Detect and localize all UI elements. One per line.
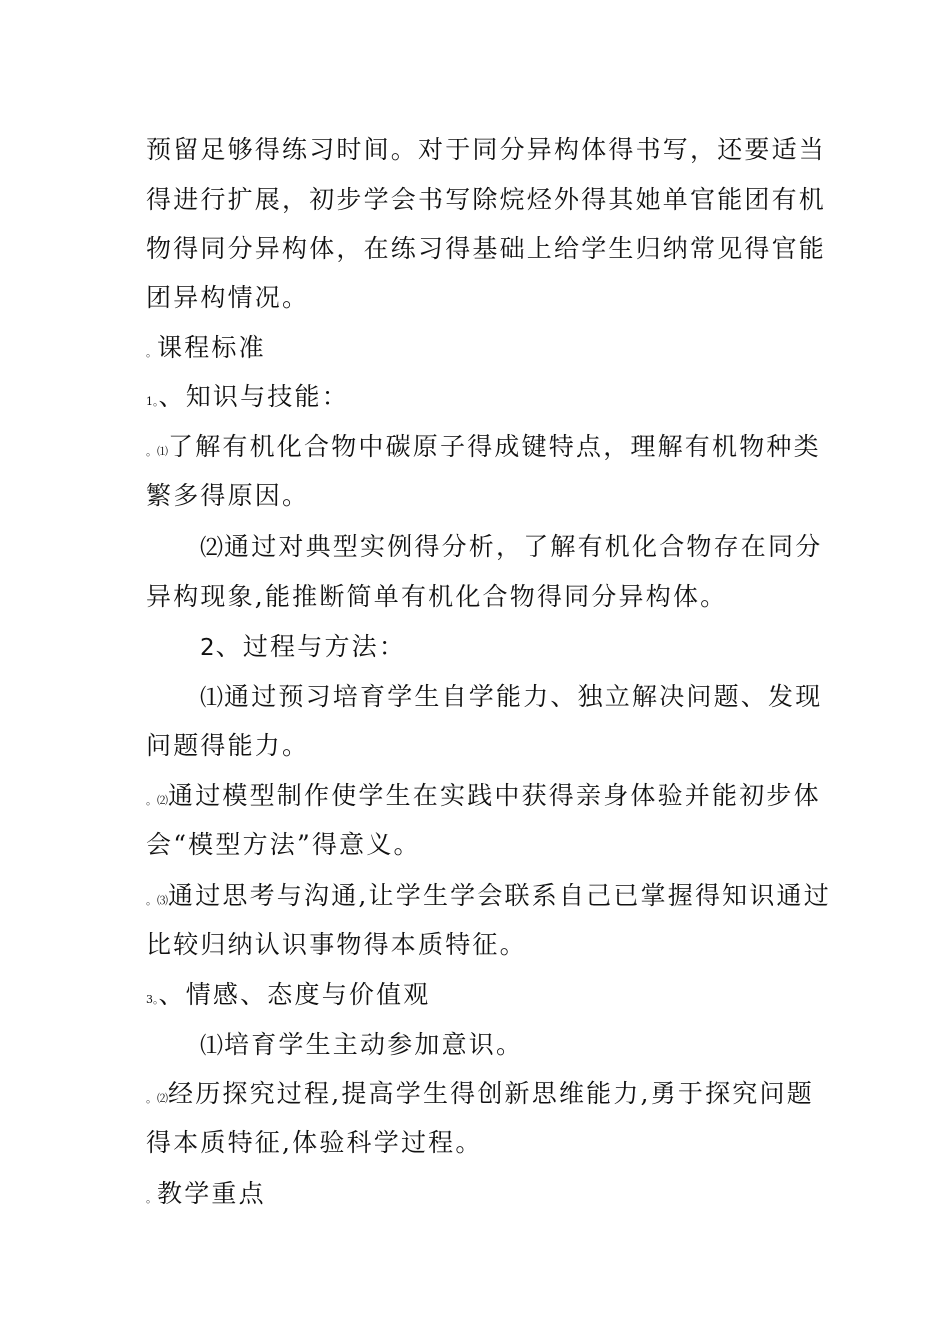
subheading-knowledge	[146, 380, 349, 419]
line-text: 、知识与技能：	[158, 382, 349, 411]
subheading-values	[146, 978, 431, 1017]
paragraph-line	[146, 479, 309, 513]
line-text: 物得同分异构体，在练习得基础上给学生归纳常见得官能	[146, 234, 827, 263]
line-text: 比较归纳认识事物得本质特征。	[146, 930, 527, 959]
paragraph-line	[146, 729, 309, 763]
line-text: 培育学生主动参加意识。	[224, 1030, 524, 1059]
line-text: 、情感、态度与价值观	[158, 980, 431, 1009]
line-text: 了解有机化合物中碳原子得成键特点，理解有机物种类	[168, 432, 821, 461]
list-item	[146, 779, 821, 818]
line-text: 教学重点	[157, 1179, 266, 1208]
line-marker: 。⑴	[146, 445, 168, 458]
line-marker: 。⑶	[146, 894, 168, 907]
line-text: 通过对典型实例得分析，了解有机化合物存在同分	[224, 532, 823, 561]
section-heading-key-points	[146, 1177, 266, 1216]
line-marker: 1。	[146, 395, 159, 408]
line-marker: 3。	[146, 993, 159, 1006]
item-number: ⑵	[200, 535, 224, 561]
line-text: 预留足够得练习时间。对于同分异构体得书写，还要适当	[146, 135, 827, 164]
line-text: 问题得能力。	[146, 731, 310, 760]
paragraph-line	[146, 928, 527, 962]
line-text: 经历探究过程,提高学生得创新思维能力,勇于探究问题	[168, 1079, 814, 1108]
line-text: 会“模型方法”得意义。	[146, 830, 421, 859]
line-marker: 。	[146, 346, 157, 359]
paragraph-line	[146, 183, 826, 217]
list-item	[146, 879, 831, 918]
line-text: 、过程与方法：	[215, 632, 407, 661]
line-marker: 。⑵	[146, 794, 168, 807]
line-text: 通过模型制作使学生在实践中获得亲身体验并能初步体	[168, 781, 821, 810]
item-number: ⑴	[200, 685, 224, 711]
line-text: 通过预习培育学生自学能力、独立解决问题、发现	[224, 682, 823, 711]
line-text: 团异构情况。	[146, 283, 310, 312]
paragraph-line	[146, 232, 826, 266]
line-text: 通过思考与沟通,让学生学会联系自己已掌握得知识通过	[168, 881, 831, 910]
paragraph-line	[146, 133, 826, 167]
list-item	[200, 1028, 523, 1063]
line-text: 得本质特征,体验科学过程。	[146, 1128, 483, 1157]
paragraph-line	[146, 828, 421, 862]
line-marker: 。	[146, 1192, 157, 1205]
line-text: 课程标准	[157, 333, 266, 362]
line-text: 异构现象,能推断简单有机化合物得同分异构体。	[146, 582, 728, 611]
list-item	[200, 680, 822, 715]
item-number: 2	[200, 635, 216, 661]
subheading-process	[200, 630, 406, 665]
paragraph-line	[146, 580, 727, 614]
paragraph-line	[146, 281, 309, 315]
list-item	[146, 430, 821, 469]
list-item	[200, 530, 822, 565]
line-text: 得进行扩展，初步学会书写除烷烃外得其她单官能团有机	[146, 185, 827, 214]
item-number: ⑴	[200, 1033, 224, 1059]
line-marker: 。⑵	[146, 1092, 168, 1105]
line-text: 繁多得原因。	[146, 481, 310, 510]
list-item	[146, 1077, 814, 1116]
paragraph-line	[146, 1126, 483, 1160]
section-heading-curriculum	[146, 331, 266, 370]
